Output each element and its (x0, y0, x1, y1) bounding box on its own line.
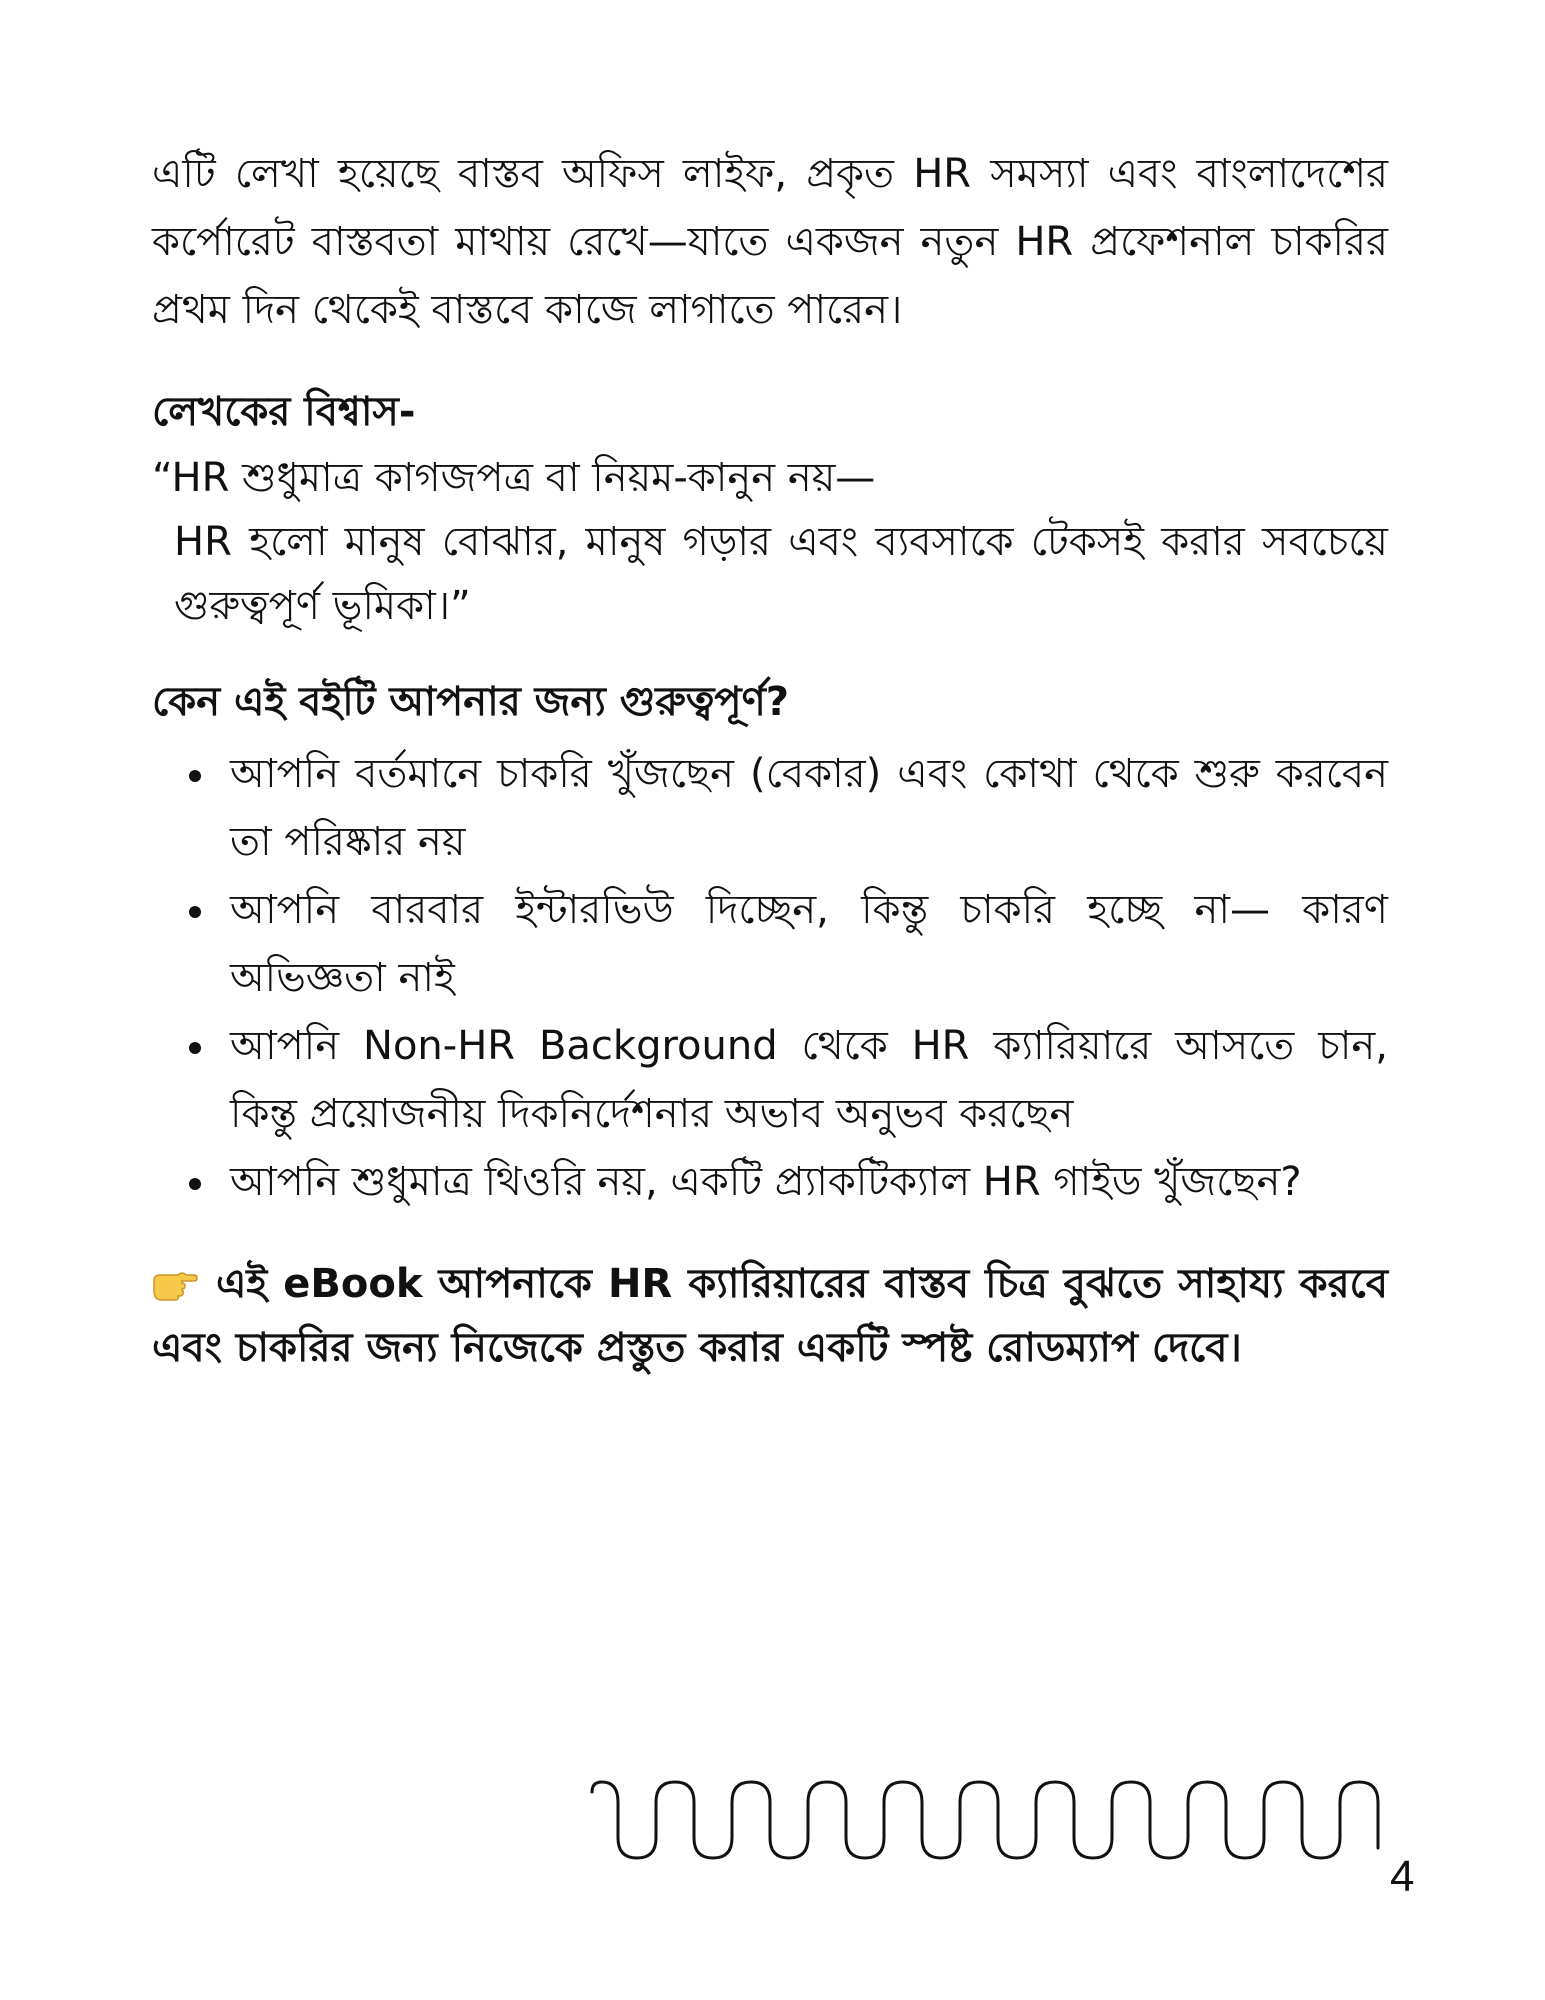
pointing-hand-icon (152, 1256, 198, 1290)
belief-quote-line-1: “HR শুধুমাত্র কাগজপত্র বা নিয়ম-কানুন নয়— (152, 455, 876, 501)
intro-paragraph: এটি লেখা হয়েছে বাস্তব অফিস লাইফ, প্রকৃত HR সমস্যা এবং বাংলাদেশের কর্পোরেট বাস্তবতা মাথায় রেখে—যাতে একজন নতুন HR প্রফেশনাল চাকরির প্রথম দিন থেকেই বাস্তবে কাজে লাগাতে পারেন। (152, 151, 1388, 333)
callout-text: এই eBook আপনাকে HR ক্যারিয়ারের বাস্তব চিত্র বুঝতে সাহায্য করবে এবং চাকরির জন্য নিজেকে প্রস্তুত করার একটি স্পষ্ট রোডম্যাপ দেবে। (152, 1261, 1388, 1371)
why-heading: কেন এই বইটি আপনার জন্য গুরুত্বপূর্ণ? (152, 679, 789, 725)
list-item (152, 1012, 1388, 1148)
list-item-text: আপনি বারবার ইন্টারভিউ দিচ্ছেন, কিন্তু চাকরি হচ্ছে না— কারণ অভিজ্ঞতা নাই (230, 887, 1388, 1001)
list-item (152, 740, 1388, 876)
bullet-icon (189, 1178, 201, 1190)
page-number: 4 (1390, 1852, 1415, 1901)
document-page (152, 140, 1388, 1420)
list-item (152, 876, 1388, 1012)
wave-line-icon (588, 1770, 1388, 1870)
belief-quote (152, 446, 1388, 638)
callout (152, 1252, 1388, 1380)
why-list (152, 740, 1388, 1216)
list-item-text: আপনি বর্তমানে চাকরি খুঁজছেন (বেকার) এবং কোথা থেকে শুরু করবেন তা পরিষ্কার নয় (230, 751, 1388, 865)
list-item-text: আপনি শুধুমাত্র থিওরি নয়, একটি প্র্যাকটিক্যাল HR গাইড খুঁজছেন? (230, 1159, 1302, 1205)
bullet-icon (189, 906, 201, 918)
belief-heading: লেখকের বিশ্বাস- (152, 389, 416, 435)
list-item (152, 1148, 1388, 1216)
belief-quote-line-2: HR হলো মানুষ বোঝার, মানুষ গড়ার এবং ব্যবসাকে টেকসই করার সবচেয়ে গুরুত্বপূর্ণ ভূমিকা।” (174, 519, 1388, 629)
bullet-icon (189, 770, 201, 782)
list-item-text: আপনি Non-HR Background থেকে HR ক্যারিয়ারে আসতে চান, কিন্তু প্রয়োজনীয় দিকনির্দেশনার অভাব অনুভব করছেন (230, 1023, 1388, 1137)
bullet-icon (189, 1042, 201, 1054)
